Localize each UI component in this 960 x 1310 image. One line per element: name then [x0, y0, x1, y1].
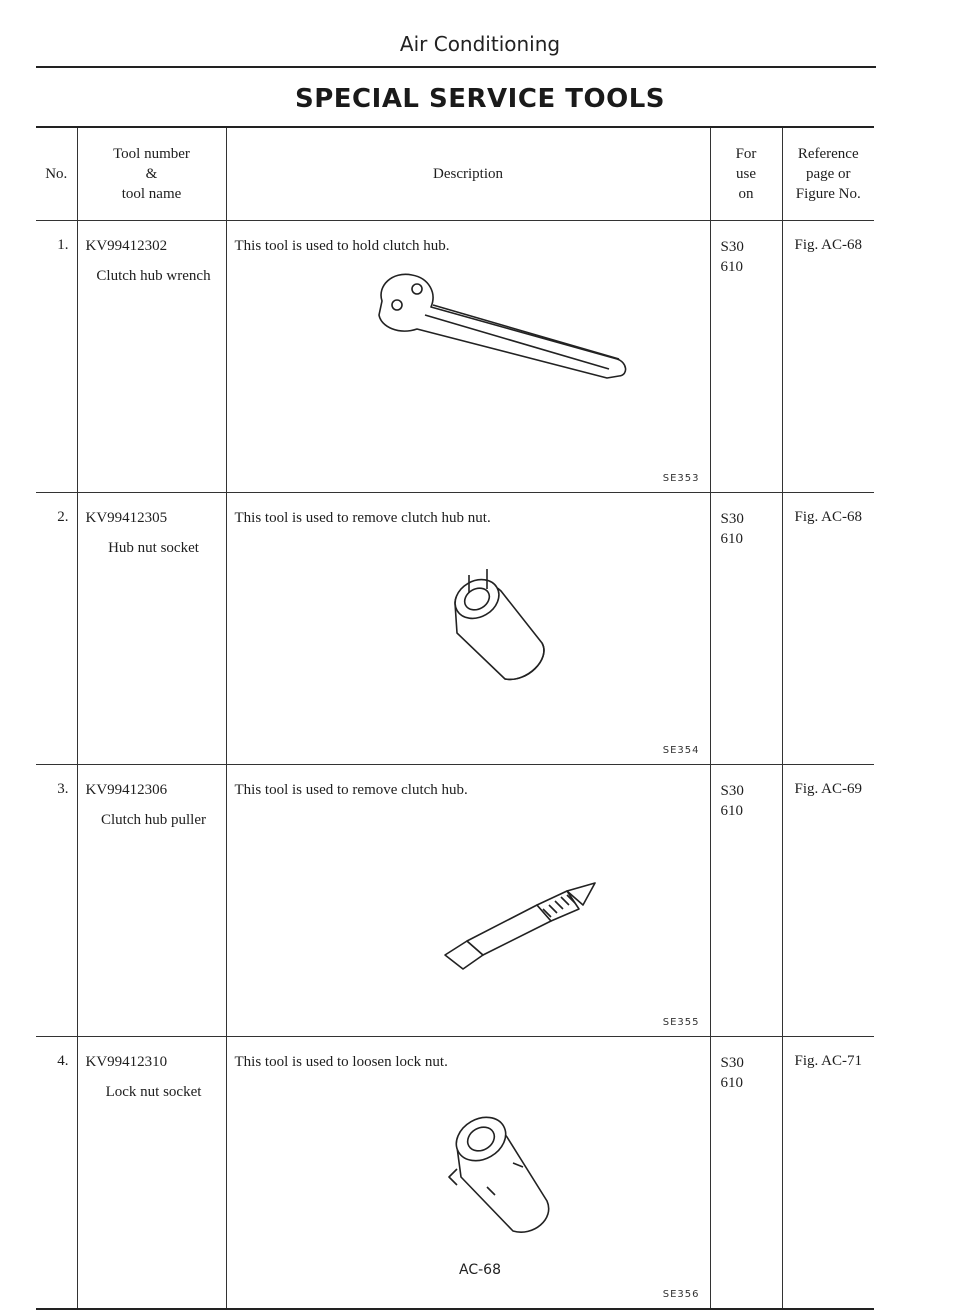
figure-code: SE356 — [662, 1289, 700, 1300]
column-header-reference — [782, 127, 874, 221]
figure-code: SE353 — [662, 473, 700, 484]
lock-nut-socket-illustration — [337, 1077, 637, 1267]
table-row — [36, 493, 874, 765]
description-cell — [226, 493, 710, 765]
tool-number: KV99412306 — [85, 782, 168, 798]
row-number — [36, 221, 77, 493]
row-number-text: 1. — [57, 237, 69, 253]
column-header-reference-line: Reference — [797, 146, 859, 162]
column-header-description: Description — [226, 127, 710, 221]
tool-cell — [77, 221, 226, 493]
hub-nut-socket-illustration — [337, 533, 637, 723]
reference-text: Fig. AC-68 — [794, 509, 862, 525]
vehicle-model: 610 — [720, 1075, 743, 1091]
reference-text: Fig. AC-68 — [794, 237, 862, 253]
use-cell — [710, 221, 782, 493]
column-header-no: No. — [45, 166, 68, 182]
column-header-use-line: For — [735, 146, 757, 162]
vehicle-model: 610 — [720, 259, 743, 275]
page-title: SPECIAL SERVICE TOOLS — [295, 84, 665, 114]
figure-code: SE354 — [662, 745, 700, 756]
vehicle-model: S30 — [720, 511, 744, 527]
special-tools-table — [36, 126, 874, 1310]
description-text: This tool is used to hold clutch hub. — [234, 238, 450, 254]
row-number-text: 3. — [57, 781, 69, 797]
section-title: Air Conditioning — [399, 32, 561, 56]
tool-name: Hub nut socket — [108, 540, 199, 556]
reference-cell — [782, 765, 874, 1037]
description-cell — [226, 765, 710, 1037]
tool-cell — [77, 493, 226, 765]
table-header-row — [36, 127, 874, 221]
tool-number: KV99412305 — [85, 510, 168, 526]
clutch-hub-puller-illustration — [337, 805, 637, 995]
table-row — [36, 221, 874, 493]
column-header-tool — [77, 127, 226, 221]
description-text: This tool is used to loosen lock nut. — [234, 1054, 448, 1070]
use-cell — [710, 765, 782, 1037]
vehicle-model: 610 — [720, 803, 743, 819]
column-header-reference-line: Figure No. — [795, 186, 861, 202]
column-header-reference-line: page or — [805, 166, 851, 182]
row-number — [36, 765, 77, 1037]
column-header-use — [710, 127, 782, 221]
description-text: This tool is used to remove clutch hub. — [234, 782, 468, 798]
header-rule — [36, 66, 876, 68]
row-number — [36, 493, 77, 765]
reference-cell — [782, 221, 874, 493]
tool-number: KV99412310 — [85, 1054, 168, 1070]
column-header-tool-line: Tool number — [113, 146, 190, 162]
column-header-tool-line: tool name — [121, 186, 182, 202]
vehicle-model: S30 — [720, 1055, 744, 1071]
reference-text: Fig. AC-71 — [794, 1053, 862, 1069]
row-number-text: 2. — [57, 509, 69, 525]
clutch-hub-wrench-illustration — [337, 261, 637, 451]
column-header-tool-line: & — [145, 166, 158, 182]
reference-text: Fig. AC-69 — [794, 781, 862, 797]
use-cell — [710, 493, 782, 765]
vehicle-model: 610 — [720, 531, 743, 547]
figure-code: SE355 — [662, 1017, 700, 1028]
vehicle-model: S30 — [720, 783, 744, 799]
table-row — [36, 765, 874, 1037]
description-cell — [226, 221, 710, 493]
tool-number: KV99412302 — [85, 238, 168, 254]
row-number-text: 4. — [57, 1053, 69, 1069]
reference-cell — [782, 493, 874, 765]
vehicle-model: S30 — [720, 239, 744, 255]
column-header-use-line: use — [736, 166, 756, 182]
tool-name: Lock nut socket — [105, 1084, 202, 1100]
column-header-use-line: on — [738, 186, 754, 202]
tool-name: Clutch hub wrench — [96, 268, 211, 284]
description-text: This tool is used to remove clutch hub nut. — [234, 510, 491, 526]
tool-name: Clutch hub puller — [101, 812, 206, 828]
page-number: AC-68 — [459, 1262, 501, 1278]
tool-cell — [77, 765, 226, 1037]
